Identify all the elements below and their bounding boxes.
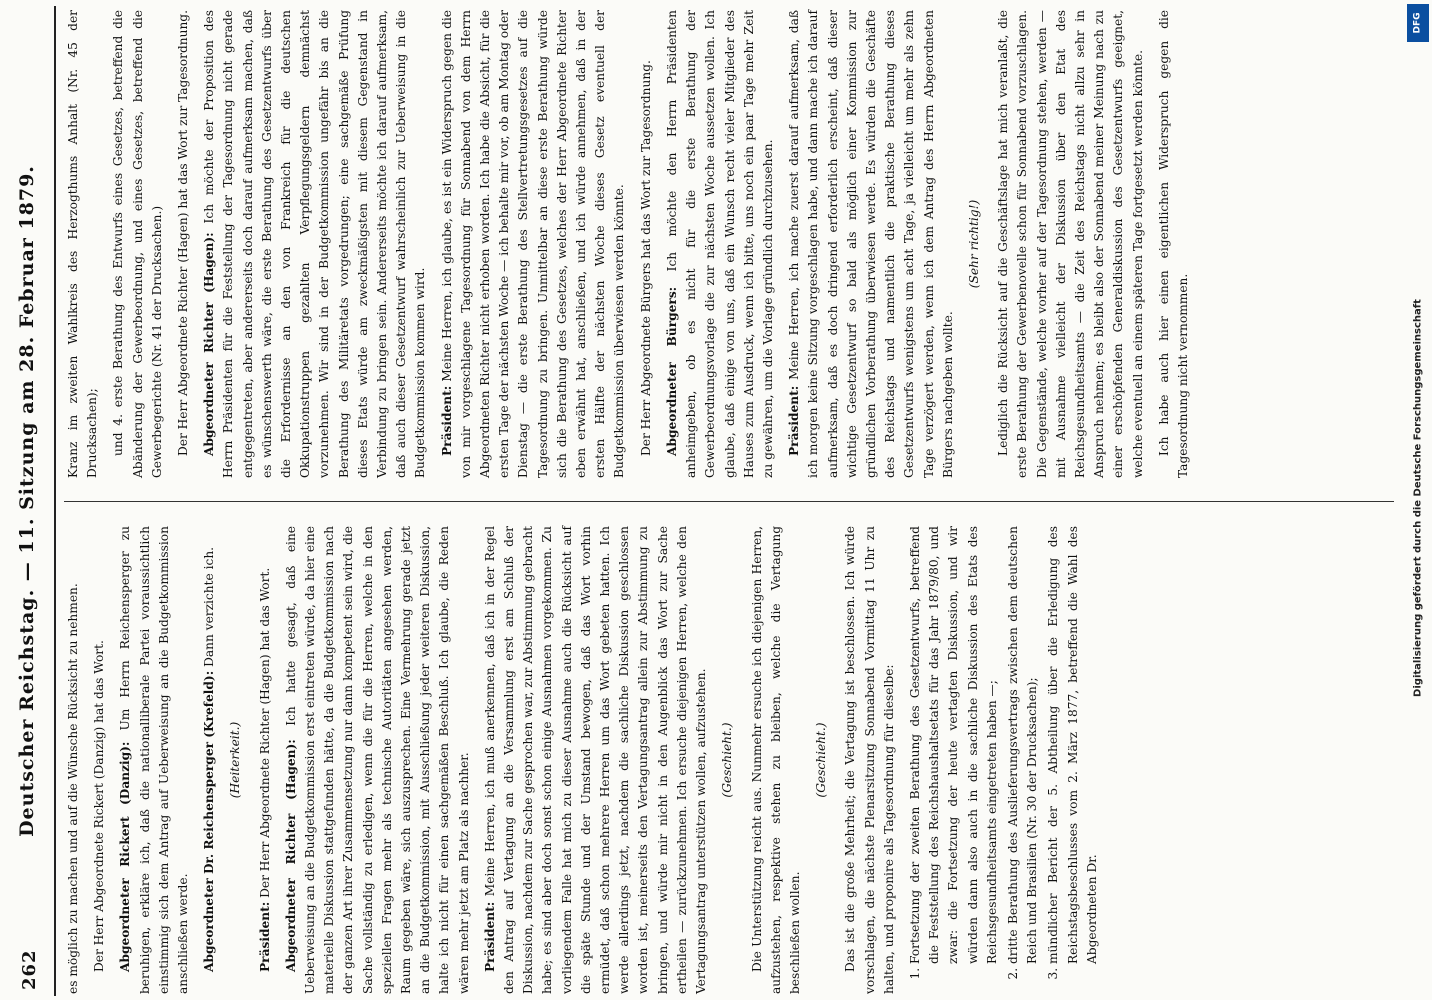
speech: Abgeordneter Dr. Reichensperger (Krefeld): Dann verzichte ich. <box>202 546 217 972</box>
paragraph: Kranz im zweiten Wahlkreis des Herzogthums Anhalt (Nr. 45 der Drucksachen); <box>66 10 100 478</box>
running-header <box>14 6 54 996</box>
speech: Präsident: Meine Herren, ich glaube, es ist ein Widerspruch gegen die von mir vorgeschlagene Tagesordnung für Sonnabend von dem Herrn Abgeordneten Richter nicht erhoben worden. Ich habe die Absicht, für die ersten Tage der nächsten Woche — ich behalte mir vor, ob am Montag oder Dienstag — die erste Berathung des Stellvertretungsgesetzes auf die Tagesordnung zu bringen. Unmittelbar an diese erste Berathung würde sich die Berathung des Gesetzes, welches der Herr Abgeordnete Richter eben erwähnt hat, anschließen, und ich würde annehmen, daß in der ersten Hälfte der nächsten Woche dieses Gesetz eventuell der Budgetkommission überwiesen werden könnte. <box>439 9 627 478</box>
speech: Abgeordneter Rickert (Danzig): Um Herrn Reichensperger zu beruhigen, erkläre ich, daß die nationalliberale Partei voraussichtlich einstimmig sich dem Antrag auf Ueberweisung an die Budgetkommission anschließen werde. <box>118 525 191 994</box>
agenda-list <box>906 526 1102 994</box>
paragraph: es möglich zu machen und auf die Wünsche Rücksicht zu nehmen. <box>66 583 80 994</box>
page-number: 262 <box>19 949 40 990</box>
rotated-newspaper-page <box>14 6 1404 996</box>
paragraph: Die Unterstützung reicht aus. Nunmehr ersuche ich diejenigen Herren, aufzustehen, respektive stehen zu bleiben, welche die Vertagung beschließen wollen. <box>749 526 802 994</box>
agenda-item: 3. mündlicher Bericht der 5. Abtheilung über die Erledigung des Reichstagsbeschlusses vom 2. März 1877, betreffend die Wahl des Abgeordneten Dr. <box>1044 526 1102 964</box>
paragraph: Ich habe auch hier einen eigentlichen Widerspruch gegen die Tagesordnung nicht vernommen. <box>1156 10 1190 478</box>
interjection: (Heiterkeit.) <box>228 721 243 799</box>
right-column <box>64 10 1200 478</box>
column-separator <box>64 501 1394 502</box>
speech: Präsident: Meine Herren, ich muß anerkennen, daß ich in der Regel den Antrag auf Vertagung an die Versammlung erst am Schluß der Diskussion, nachdem zur Sache gesprochen war, zur Abstimmung gebracht habe; es sind aber doch sonst schon einige Ausnahmen vorgekommen. Zu vorliegendem Falle hat mich zu dieser Ausnahme auch die Rücksicht auf die späte Stunde und der Umstand bewogen, daß das Wort vorhin ermüdet, daß schon mehrere Herren um das Wort gebeten hatten. Ich werde allerdings jetzt, nachdem die sachliche Diskussion geschlossen worden ist, meinerseits den Vertagungsantrag allein zur Abstimmung zu bringen, und würde mir nicht in den Augenblick das Wort zur Sache ertheilen — zurückzunehmen. Ich ersuche diejenigen Herren, welche den Vertagungsantrag unterstützen wollen, aufzustehen. <box>482 525 709 994</box>
left-column <box>64 526 1110 994</box>
speaker-name: Abgeordneter Dr. Reichensperger (Krefeld): <box>202 670 217 972</box>
speech: Abgeordneter Richter (Hagen): Ich hatte gesagt, daß eine Ueberweisung an die Budgetkommission erst eintreten würde, da hier eine materielle Diskussion stattgefunden hätte, da die Budgetkommission nach der ganzen Art ihrer Zusammensetzung nur dann kompetent sein wird, die Sache vollständig zu erledigen, wenn die für die Herren, welche in den speziellen Fragen mehr als technische Autoritäten angesehen werden, Raum gegeben wäre, sich auszusprechen. Eine Vermehrung gerade jetzt an die Budgetkommission, mit Ausschließung jeder weiteren Diskussion, halte ich nicht für einen sachgemäßen Beschluß. Ich glaube, die Reden wären mehr jetzt am Platz als nachher. <box>283 525 471 994</box>
digitization-notice: Digitalisierung gefördert durch die Deutsche Forschungsgemeinschaft <box>1412 299 1424 697</box>
interjection: (Geschieht.) <box>720 722 735 798</box>
agenda-item: 2. dritte Berathung des Auslieferungsvertrags zwischen dem deutschen Reich und Brasilien (Nr. 30 der Drucksachen); <box>1004 526 1042 964</box>
paragraph: Der Herr Abgeordnete Rickert (Danzig) hat das Wort. <box>92 640 107 972</box>
paragraph: Das ist die große Mehrheit; die Vertagung ist beschlossen. Ich würde vorschlagen, die nächste Plenarsitzung Sonnabend Vormittag 11 Uhr zu halten, und proponire als Tagesordnung für dieselbe: <box>843 526 896 994</box>
speaker-name: Abgeordneter Richter (Hagen): <box>202 232 217 456</box>
speech: Präsident: Meine Herren, ich mache zuerst darauf aufmerksam, daß ich morgen keine Sitzung vorgeschlagen habe, und dann mache ich darauf aufmerksam, daß es doch dringend erforderlich erscheint, daß dieser wichtige Gesetzentwurf so bald als möglich einer Kommission zur gründlichen Vorberathung überwiesen werde. Es würden die Geschäfte des Reichstags und namentlich die praktische Berathung dieses Gesetzentwurfs wenigstens um acht Tage, ja vielleicht um mehr als zehn Tage verzögert werden, wenn ich dem Antrag des Herrn Abgeordneten Bürgers nachgeben wollte. <box>787 9 955 478</box>
speaker-name: Präsident: <box>439 385 454 456</box>
paragraph: Lediglich die Rücksicht auf die Geschäftslage hat mich veranlaßt, die erste Berathung der Gewerbenovelle schon für Sonnabend vorzuschlagen. Die Gegenstände, welche vorher auf der Tagesordnung stehen, werden — mit Ausnahme vielleicht der Diskussion über den Etat des Reichsgesundheitsamts — die Zeit des Reichstags nicht allzu sehr in Anspruch nehmen; es bleibt also der Sonnabend meiner Meinung nach zu einer erschöpfenden Generaldiskussion des Gesetzentwurfs geeignet, welche eventuell an einem späteren Tage fortgesetzt werden könnte. <box>996 10 1145 478</box>
speech: Abgeordneter Bürgers: Ich möchte den Herrn Präsidenten anheimgeben, ob es nicht für die erste Berathung der Gewerbeordnungsvorlage die zur nächsten Woche aussetzen wollen. Ich glaube, daß einige von uns, daß ein Wunsch recht vieler Mitglieder des Hauses zum Ausdruck, wenn ich bitte, uns noch ein paar Tage mehr Zeit zu gewähren, um die Vorlage gründlich durchzusehen. <box>664 10 775 478</box>
speaker-name: Präsident: <box>257 901 272 972</box>
speech: Abgeordneter Richter (Hagen): Ich möchte der Proposition des Herrn Präsidenten für die Feststellung der Tagesordnung nicht gerade entgegentreten, aber andererseits doch darauf aufmerksam machen, daß es wünschenswerth wäre, die erste Berathung des Gesetzentwurfs über die Erfordernisse an den von Frankreich für die deutschen Okkupationstruppen gezahlten Verpflegungsgeldern demnächst vorzunehmen. Wir sind in der Budgetkommission ungefähr bis an die Berathung des Militäretats vorgedrungen; eine sachgemäße Prüfung dieses Etats würde am zweckmäßigsten mit diesem Gegenstand in Verbindung zu bringen sein. Andererseits möchte ich darauf aufmerksam, daß auch dieser Gesetzentwurf wahrscheinlich zur Ueberweisung in die Budgetkommission kommen wird. <box>202 9 428 478</box>
running-title: Deutscher Reichstag. — 11. Sitzung am 28. Februar 1879. <box>16 165 38 837</box>
agenda-item: 1. Fortsetzung der zweiten Berathung des Gesetzentwurfs, betreffend die Feststellung des Reichshaushaltsetats für das Jahr 1879/80, und zwar: die Fortsetzung der heute vertagten Diskussion, und wir würden dann also auch in die sachliche Diskussion des Etats des Reichsgesundheitsamts eingetreten haben —; <box>906 526 1002 964</box>
speaker-name: Präsident: <box>482 901 497 972</box>
speaker-name: Abgeordneter Richter (Hagen): <box>283 739 298 972</box>
paragraph: Der Herr Abgeordnete Richter (Hagen) hat das Wort zur Tagesordnung. <box>176 10 191 456</box>
header-rule <box>54 6 56 996</box>
speaker-name: Präsident: <box>787 385 802 456</box>
paragraph: und 4. erste Berathung des Entwurfs eines Gesetzes, betreffend die Abänderung der Gewerbeordnung, und eines Gesetzes, betreffend die Gewerbegerichte (Nr. 41 der Drucksachen.) <box>111 10 164 478</box>
speaker-name: Abgeordneter Bürgers: <box>664 286 679 456</box>
paragraph: Der Herr Abgeordnete Bürgers hat das Wort zur Tagesordnung. <box>638 60 653 456</box>
speech: Präsident: Der Herr Abgeordnete Richter (Hagen) hat das Wort. <box>257 567 272 972</box>
interjection: (Geschieht.) <box>814 722 829 798</box>
dfg-logo: DFG <box>1407 4 1429 42</box>
interjection: (Sehr richtig!) <box>966 199 981 289</box>
speaker-name: Abgeordneter Rickert (Danzig): <box>118 741 133 972</box>
